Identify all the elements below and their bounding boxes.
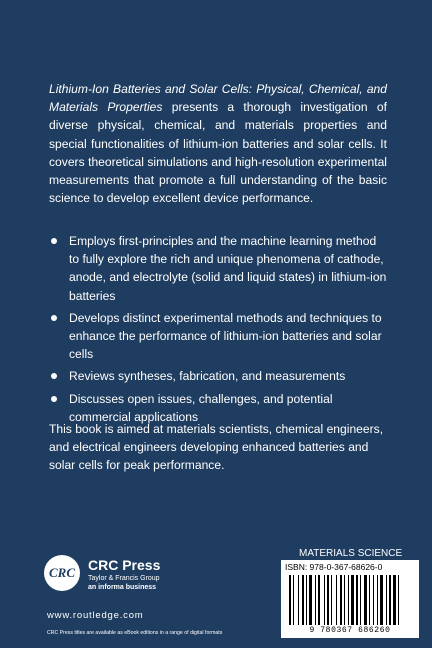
barcode-icon bbox=[287, 575, 413, 625]
book-title-italic: Lithium-Ion Batteries and Solar Cells: Physical, Chemical, and Materials Properties bbox=[49, 82, 387, 115]
publisher-logo bbox=[44, 555, 244, 605]
feature-item: Employs first-principles and the machine learning method to fully explore the rich and unique phenomena of cathode, anode, and electrolyte (solid and liquid states) in lithium-ion batteries bbox=[49, 232, 389, 305]
feature-item: Develops distinct experimental methods and techniques to enhance the performance of lithium-ion batteries and solar cells bbox=[49, 309, 389, 364]
description-text: presents a thorough investigation of diverse physical, chemical, and materials properties and special functionalities of lithium-ion batteries and solar cells. It covers theoretical simulations and high-resolution experimental measurements that promote a full understanding of the basic science to develop excellent device performance. bbox=[49, 100, 387, 206]
barcode-panel bbox=[281, 560, 419, 638]
feature-item: Reviews syntheses, fabrication, and measurements bbox=[49, 367, 389, 385]
publisher-website: www.routledge.com bbox=[47, 610, 144, 621]
publisher-name: CRC Press bbox=[88, 557, 161, 573]
publisher-business: an informa business bbox=[88, 584, 157, 591]
ebook-footnote: CRC Press titles are available as eBook editions in a range of digital formats bbox=[47, 630, 223, 636]
feature-list bbox=[49, 232, 389, 430]
crc-logo-icon: CRC bbox=[44, 555, 80, 591]
description-paragraph bbox=[49, 80, 387, 207]
isbn-text: ISBN: 978-0-367-68626-0 bbox=[285, 562, 383, 572]
audience-paragraph: This book is aimed at materials scientists, chemical engineers, and electrical engineers developing enhanced batteries and solar cells for peak performance. bbox=[49, 422, 384, 473]
publisher-group: Taylor & Francis Group bbox=[88, 575, 160, 582]
barcode-digits: 9 780367 686260 bbox=[309, 626, 391, 635]
feature-item: Discusses open issues, challenges, and potential commercial applications bbox=[49, 390, 389, 426]
subject-category: MATERIALS SCIENCE bbox=[299, 548, 403, 559]
